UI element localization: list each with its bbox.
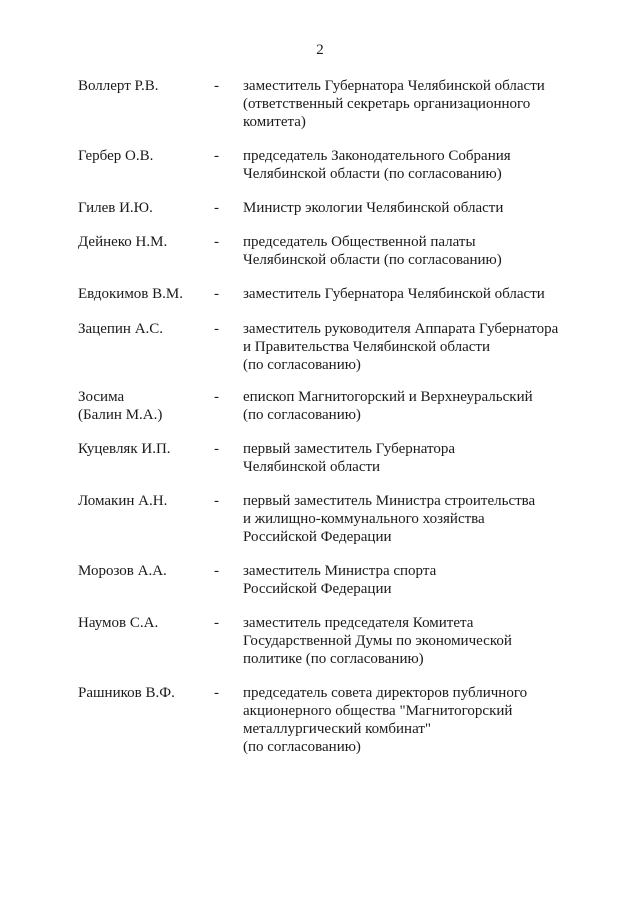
member-name: Рашников В.Ф. [78, 685, 175, 701]
member-name: Гербер О.В. [78, 148, 154, 164]
member-name: Гилев И.Ю. [78, 200, 153, 216]
entry-dash: - [214, 234, 219, 250]
entry-dash: - [214, 441, 219, 457]
member-name: Зосима (Балин М.А.) [78, 389, 163, 423]
entry-dash: - [214, 389, 219, 405]
entry-dash: - [214, 200, 219, 216]
page-number: 2 [316, 42, 324, 58]
member-role: председатель Законодательного Собрания Челябинской области (по согласованию) [243, 148, 511, 182]
member-role: заместитель Губернатора Челябинской области [243, 286, 545, 302]
member-role: заместитель руководителя Аппарата Губернатора и Правительства Челябинской области (по согласованию) [243, 321, 559, 373]
member-role: первый заместитель Губернатора Челябинской области [243, 441, 456, 475]
member-name: Зацепин А.С. [78, 321, 164, 337]
member-role: заместитель Министра спорта Российской Федерации [243, 563, 437, 597]
member-role: заместитель Губернатора Челябинской области (ответственный секретарь организационного комитета) [243, 78, 545, 130]
member-name: Евдокимов В.М. [78, 286, 183, 302]
entry-dash: - [214, 493, 219, 509]
member-name: Дейнеко Н.М. [78, 234, 168, 250]
entry-dash: - [214, 685, 219, 701]
entry-dash: - [214, 78, 219, 94]
member-role: епископ Магнитогорский и Верхнеуральский (по согласованию) [243, 389, 533, 423]
member-role: заместитель председателя Комитета Государственной Думы по экономической политике (по согласованию) [243, 615, 512, 667]
member-role: первый заместитель Министра строительства и жилищно-коммунального хозяйства Российской Федерации [243, 493, 536, 545]
member-role: Министр экологии Челябинской области [243, 200, 504, 216]
member-name: Морозов А.А. [78, 563, 167, 579]
member-name: Ломакин А.Н. [78, 493, 168, 509]
entry-dash: - [214, 563, 219, 579]
member-name: Воллерт Р.В. [78, 78, 159, 94]
entry-dash: - [214, 286, 219, 302]
member-name: Наумов С.А. [78, 615, 159, 631]
member-role: председатель совета директоров публичного акционерного общества "Магнитогорский металлургический комбинат" (по согласованию) [243, 685, 528, 755]
member-role: председатель Общественной палаты Челябинской области (по согласованию) [243, 234, 502, 268]
entry-dash: - [214, 615, 219, 631]
member-name: Куцевляк И.П. [78, 441, 171, 457]
entry-dash: - [214, 321, 219, 337]
entry-dash: - [214, 148, 219, 164]
